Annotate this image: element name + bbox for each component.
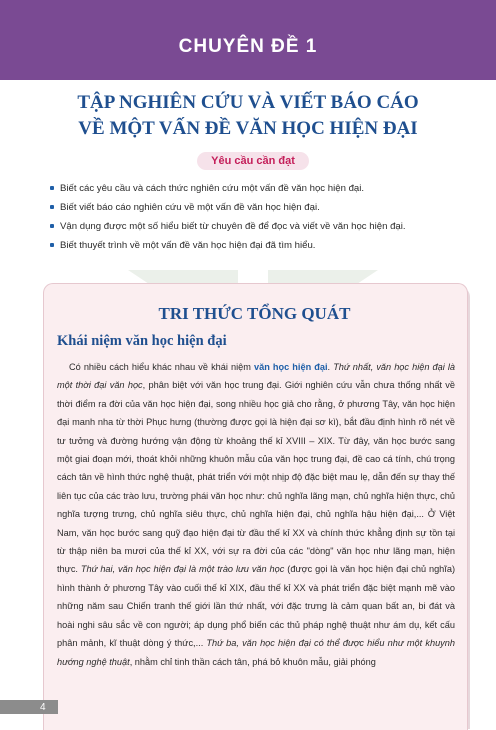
topic-title-line-2: VỀ MỘT VẤN ĐỀ VĂN HỌC HIỆN ĐẠI [78, 118, 418, 139]
requirement-item: Vận dụng được một số hiểu biết từ chuyên đề để đọc và viết về văn học hiện đại. [50, 217, 470, 236]
square-bullet-icon [50, 205, 54, 209]
square-bullet-icon [50, 186, 54, 190]
requirements-badge-label: Yêu cầu cần đạt [211, 155, 295, 167]
topic-title [0, 90, 496, 142]
knowledge-paragraph: Có nhiều cách hiểu khác nhau về khái niệm văn học hiện đại. Thứ nhất, văn học hiện đại là một thời đại văn học, phân biệt với văn học trung đại. Giới nghiên cứu vẫn chưa thống nhất về thời điểm ra đời của văn học hiện đại, song nhiều học giả cho rằng, ở phương Tây, văn học hiện đại manh nha từ thời Phục hưng (thường được gọi là hiện đại sơ kì), bắt đầu định hình rõ nét về tư tưởng và đường hướng vận động từ khoảng thế kỉ XVIII – XIX. Từ đây, văn học bước sang một giai đoạn mới, thoát khỏi những khuôn mẫu của văn học trung đại, đề cao cá tính, chú trọng cách tân về hình thức nghệ thuật, phát triển với một nhịp độ đặc biệt mau lẹ, dẫn đến sự thay thế liên tục của các trào lưu, trường phái văn học như: chủ nghĩa lãng mạn, chủ nghĩa hiện thực, chủ nghĩa tượng trưng, chủ nghĩa siêu thực, chủ nghĩa hiện đại, chủ nghĩa hậu hiện đại,... Ở Việt Nam, văn học bước sang quỹ đạo hiện đại từ đầu thế kỉ XX và chính thức khẳng định sự tồn tại từ thập niên ba mươi của thế kỉ XX, với sự ra đời của các "dòng" văn học như lãng mạn, hiện thực. Thứ hai, văn học hiện đại là một trào lưu văn học (được gọi là văn học hiện đại chủ nghĩa) hình thành ở phương Tây vào cuối thế kỉ XIX, đầu thế kỉ XX và phát triển đặc biệt mạnh mẽ vào những năm sau Chiến tranh thế giới lần thứ nhất, với đặc trưng là cảm quan bất an, bi đát và hoài nghi sâu sắc về con người; áp dụng phổ biến các thủ pháp nghệ thuật như ám dụ, kết cấu phân mảnh, kĩ thuật dòng ý thức,... Thứ ba, văn học hiện đại có thể được hiểu như một khuynh hướng nghệ thuật, nhằm chỉ tinh thần cách tân, phá bỏ khuôn mẫu, giải phóng [57, 362, 456, 667]
requirement-item: Biết viết báo cáo nghiên cứu về một vấn đề văn học hiện đại. [50, 198, 470, 217]
requirement-item: Biết thuyết trình về một vấn đề văn học hiện đại đã tìm hiểu. [50, 236, 470, 255]
knowledge-body [57, 358, 455, 671]
chapter-header-bar [0, 0, 496, 80]
requirement-item: Biết các yêu cầu và cách thức nghiên cứu một vấn đề văn học hiện đại. [50, 179, 470, 198]
square-bullet-icon [50, 243, 54, 247]
page-number: 4 [40, 701, 46, 713]
section-title: Khái niệm văn học hiện đại [57, 333, 227, 349]
page-number-bar [0, 700, 58, 714]
knowledge-heading: TRI THỨC TỔNG QUÁT [158, 304, 351, 323]
square-bullet-icon [50, 224, 54, 228]
requirements-list [50, 179, 470, 255]
chapter-label: CHUYÊN ĐỀ 1 [178, 36, 318, 57]
topic-title-line-1: TẬP NGHIÊN CỨU VÀ VIẾT BÁO CÁO [77, 92, 419, 113]
highlighted-term: văn học hiện đại [253, 362, 328, 372]
requirements-badge [197, 152, 309, 170]
